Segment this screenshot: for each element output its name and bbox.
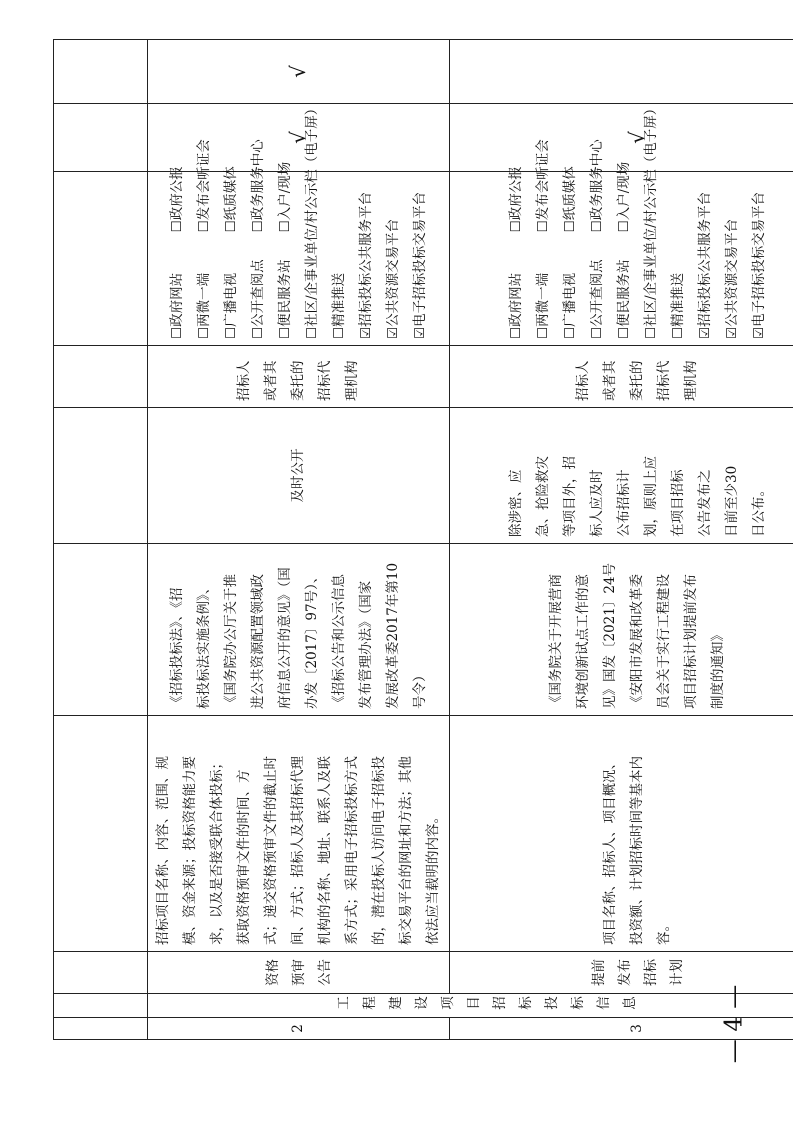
subject-line: 招标人 [236, 360, 252, 401]
subject-line: 或者其 [602, 360, 618, 401]
subject-line: 理机构 [683, 360, 699, 401]
subject-cell [450, 346, 793, 408]
basis-line: 标投标法实施条例》、 [195, 580, 212, 709]
item-cell [54, 952, 148, 994]
table-row [54, 40, 148, 1040]
basis-cell [450, 544, 793, 716]
subject-line: 招标代 [656, 360, 672, 401]
check-mark-b [54, 40, 148, 104]
content-cell [148, 716, 450, 952]
basis-line: 发展改革委2017年第10 [384, 562, 401, 709]
channel-cell [54, 172, 148, 346]
row-number: 3 [450, 1018, 793, 1040]
item-cell: 提前发布招标计划 [450, 952, 793, 994]
channel-line: ☐社区/企事业单位/村公示栏（电子屏） [303, 101, 320, 339]
content-line: 标交易平台的网址和方法；其他 [398, 756, 414, 945]
basis-line: 项目招标计划提前发布 [683, 574, 699, 709]
channel-line: ☑电子招标投标交易平台 [750, 191, 767, 339]
basis-line: 制度的通知》 [710, 628, 726, 709]
check-mark-a: √ [148, 104, 450, 172]
basis-line: 号令） [411, 668, 428, 709]
subject-line: 理机构 [344, 360, 360, 401]
channel-line: ☐两微一端 ☐发布会听证会 [534, 139, 551, 339]
basis-line: 办发〔2017〕97号）、 [303, 569, 320, 709]
content-line: 系方式；采用电子招标投标方式 [344, 756, 360, 945]
basis-line: 《国务院关于开展营商 [548, 574, 564, 709]
channel-line: ☑公共资源交易平台 [723, 218, 740, 339]
category-cell: 工程建设项目招标投标信息 [148, 994, 793, 1018]
channel-line: ☑招标投标公共服务平台 [696, 191, 713, 339]
row-number: 2 [148, 1018, 450, 1040]
page-number-text: — 4 — [719, 984, 748, 1064]
basis-cell [54, 544, 148, 716]
channel-line: ☐广播电视 ☐纸质媒体 [222, 166, 239, 339]
subject-line: 招标人 [575, 360, 591, 401]
time-line: 公布招标计 [615, 469, 632, 537]
row-number [54, 1018, 148, 1040]
basis-line: 环境创新试点工作的意 [575, 574, 591, 709]
channel-line: ☑招标投标公共服务平台 [357, 191, 374, 339]
content-line: 模、资金来源；投标资格能力要 [182, 756, 198, 945]
content-line: 依法应当载明的内容。 [425, 810, 441, 945]
time-cell: 及时公开 [148, 408, 450, 544]
channel-line: ☑公共资源交易平台 [384, 218, 401, 339]
basis-cell [148, 544, 450, 716]
basis-line: 员会关于实行工程建设 [656, 574, 672, 709]
subject-cell [148, 346, 450, 408]
time-line: 除涉密、应 [507, 469, 524, 537]
disclosure-table [53, 39, 793, 1040]
category-cell [54, 994, 148, 1018]
time-line: 日前至少30 [723, 465, 740, 537]
basis-line: 《安阳市发展和改革委 [629, 574, 645, 709]
subject-line: 招标代 [317, 360, 333, 401]
content-line: 的，潜在投标人访问电子招标投 [371, 756, 387, 945]
table-row [148, 40, 450, 1040]
check-mark-b: √ [148, 40, 450, 104]
basis-line: 《招标公告和公示信息 [330, 574, 347, 709]
basis-line: 发布管理办法》（国家 [357, 580, 374, 709]
content-line: 招标项目名称、内容、范围、规 [155, 756, 171, 945]
table-row [450, 40, 793, 1040]
time-line: 在项目招标 [669, 469, 686, 537]
content-line: 式；递交资格预审文件的截止时 [263, 756, 279, 945]
content-line: 获取资格预审文件的时间、方 [236, 769, 252, 945]
channel-line: ☑电子招标投标交易平台 [411, 191, 428, 339]
channel-line: ☐精准推送 [330, 272, 347, 339]
content-line: 间、方式；招标人及其招标代理 [290, 756, 306, 945]
channel-line: ☐广播电视 ☐纸质媒体 [561, 166, 578, 339]
time-line: 日公布。 [750, 483, 767, 537]
channel-cell [148, 101, 450, 346]
time-line: 等项目外，招 [561, 456, 578, 537]
channel-line: ☐公开查阅点 ☐政务服务中心 [249, 139, 266, 339]
time-cell [54, 408, 148, 544]
check-mark-b [450, 40, 793, 104]
content-line: 项目名称、招标人、项目概况、 [602, 756, 618, 945]
channel-line: ☐政府网站 ☐政府公报 [168, 166, 185, 339]
time-line: 急、抢险救灾 [534, 456, 551, 537]
time-line: 划，原则上应 [642, 456, 659, 537]
subject-line: 或者其 [263, 360, 279, 401]
content-line: 投资额、计划招标时间等基本内 [629, 756, 645, 945]
channel-cell [450, 101, 793, 346]
content-cell [54, 716, 148, 952]
item-cell: 资格预审公告 [148, 952, 450, 994]
time-line: 标人应及时 [588, 469, 605, 537]
page-number [708, 984, 748, 1064]
subject-line: 委托的 [629, 360, 645, 401]
channel-line: ☐便民服务站 ☐入户/现场 [276, 161, 293, 339]
content-line: 求，以及是否接受联合体投标； [209, 756, 225, 945]
subject-line: 委托的 [290, 360, 306, 401]
basis-line: 见》国发〔2021〕24号 [602, 562, 618, 709]
basis-line: 府信息公开的意见》（国 [276, 567, 293, 709]
channel-line: ☐精准推送 [669, 272, 686, 339]
content-line: 容。 [656, 918, 672, 945]
check-mark-a: √ [450, 104, 793, 172]
content-line: 机构的名称、地址、联系人及联 [317, 756, 333, 945]
channel-line: ☐社区/企事业单位/村公示栏（电子屏） [642, 101, 659, 339]
time-cell [450, 408, 793, 544]
channel-line: ☐公开查阅点 ☐政务服务中心 [588, 139, 605, 339]
channel-line: ☐两微一端 ☐发布会听证会 [195, 139, 212, 339]
subject-cell [54, 346, 148, 408]
basis-line: 《招标投标法》、《招 [168, 587, 185, 709]
check-mark-a [54, 104, 148, 172]
content-cell [450, 716, 793, 952]
channel-line: ☐政府网站 ☐政府公报 [507, 166, 524, 339]
time-line: 公告发布之 [696, 469, 713, 537]
basis-line: 进公共资源配置领域政 [249, 574, 266, 709]
basis-line: 《国务院办公厅关于推 [222, 574, 239, 709]
channel-line: ☐便民服务站 ☐入户/现场 [615, 161, 632, 339]
